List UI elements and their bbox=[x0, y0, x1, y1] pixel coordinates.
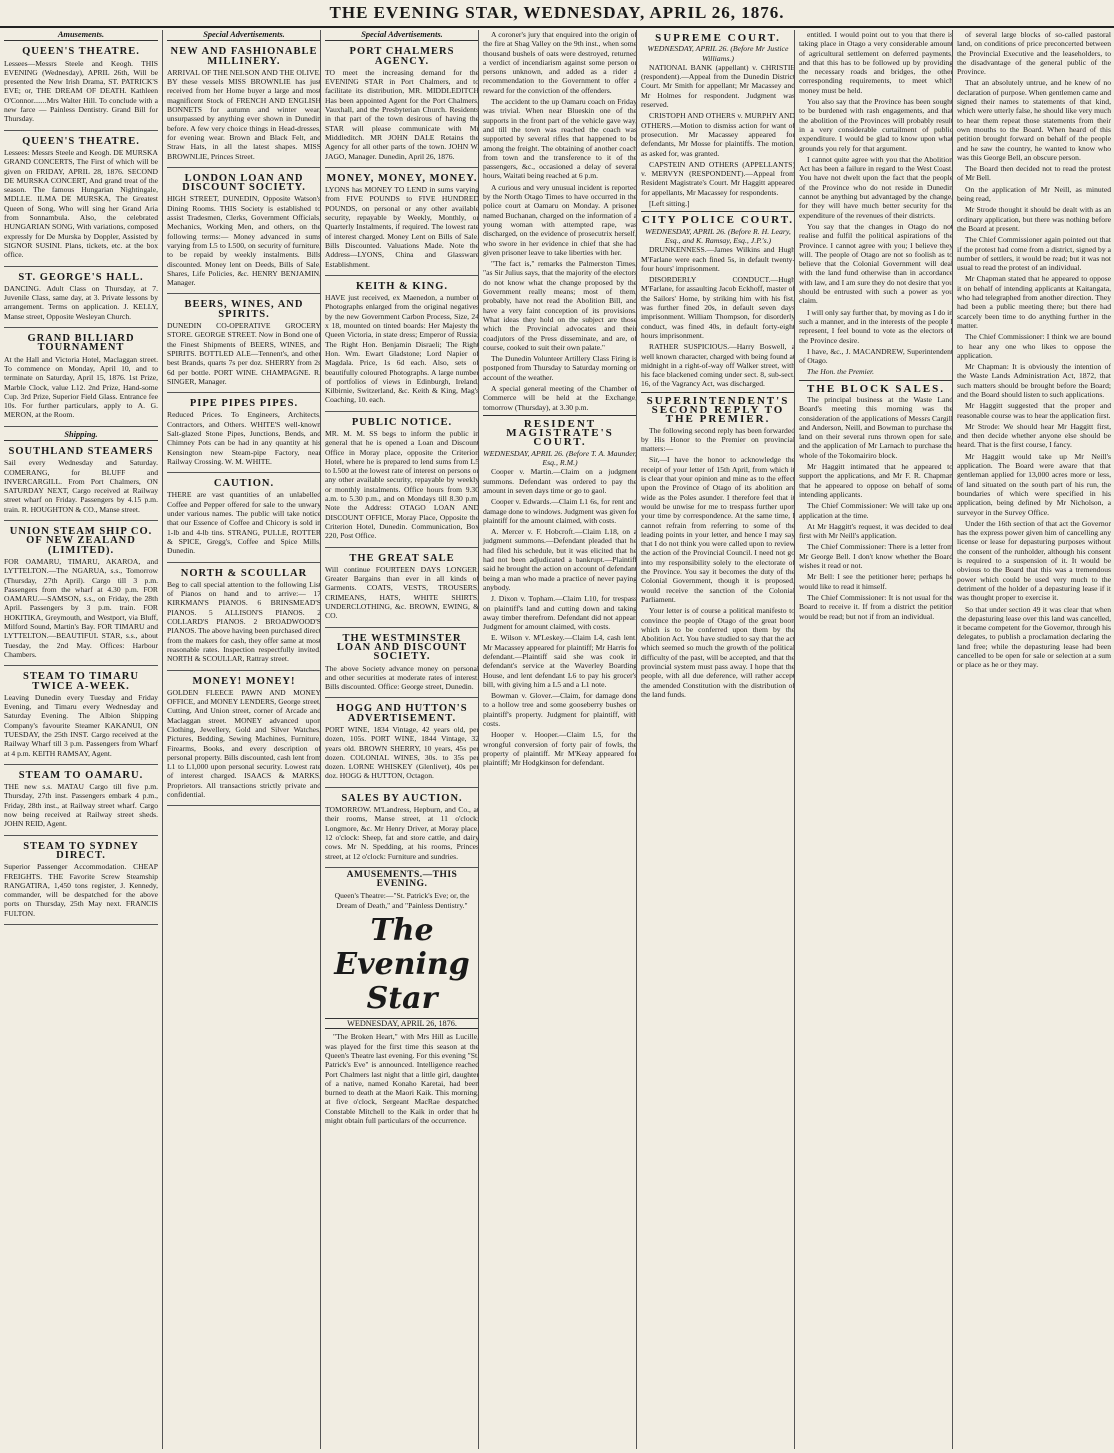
advertisement bbox=[167, 674, 321, 807]
advertisement bbox=[325, 791, 479, 868]
column-special-ads-2 bbox=[320, 30, 479, 1449]
ad-body: GOLDEN FLEECE PAWN AND MONEY OFFICE, and MONEY LENDERS, George street, Cutting, And Union street, corner of Arcade and Maclaggan street. MONEY advanced upon Clothing, Jewellery, Gold and Silver Watches, Pictures, Bedding, Sewing Machines, Furniture, Firearms, Books, and every description of personal property. Bills discounted, cash lent from L1 to L1,000 upon personal security. Lowest rate of interest charged. ISAACS & MARKS, Proprietors. All transactions strictly private and confidential. bbox=[167, 687, 321, 800]
ad-heading: PIPE PIPES PIPES. bbox=[189, 398, 299, 410]
ad-body: The above Society advance money on personal and other securities at moderate rates of interest. Bills discounted. Office: George street, Dunedin. bbox=[325, 663, 479, 692]
ad-body: DANCING. Adult Class on Thursday, at 7. Juvenile Class, same day, at 3. Private lessons by arrangement. Terms on application. J. KELLY, Manse street, Opposite Wesleyan Church. bbox=[4, 283, 158, 321]
ad-body: THE new s.s. MATAU Cargo till five p.m. Thursday, 27th inst. Passengers embark 4 p.m., Friday, 28th inst., at Railway street wharf. Cargo now being received at Railway street sheds. JOHN REID, Agent. bbox=[4, 782, 158, 829]
shipping-header: Shipping. bbox=[4, 430, 158, 441]
newspaper-banner: The Evening Star bbox=[334, 913, 470, 1017]
advertisement bbox=[167, 396, 321, 473]
ad-heading: THE WESTMINSTER LOAN AND DISCOUNT SOCIETY. bbox=[336, 632, 468, 663]
ad-body: Beg to call special attention to the following List of Pianos on hand and to arrive:— 17 KIRKMAN'S PIANOS. 6 BRINSMEAD'S PIANOS. 5 ALLISON'S PIANOS. 2 COLLARD'S PIANOS. 2 BROADWOOD'S PIANOS. The above having been purchased direct from the makers for cash, they offer same at most reasonable rates. Inspection respectfully invited. NORTH & SCOULLAR, Rattray street. bbox=[167, 579, 321, 664]
ad-list bbox=[4, 44, 158, 426]
paragraph: The Chief Commissioner: I think we are bound to hear any one who likes to oppose the application. bbox=[957, 332, 1111, 360]
police-court-heading: CITY POLICE COURT. bbox=[641, 214, 795, 227]
paragraph: The accident to the up Oamaru coach on Friday was trivial. When near Blueskin one of the supports in the front part of the vehicle gave way, and till the town was reached the coach was supported by several rifles that happened to be among the freight. The obtaining of another coach from town and the transference to it of the passengers, &c., occasioned a delay of several hours, Waitati being reached at 6 p.m. bbox=[483, 97, 637, 181]
ad-heading: PORT CHALMERS AGENCY. bbox=[349, 46, 455, 67]
amusements-heading: AMUSEMENTS.—THIS EVENING. bbox=[346, 869, 458, 890]
advertisement bbox=[325, 279, 479, 412]
paragraph: A. Mercer v. F. Hobcroft.—Claim L18, on a judgment summons.—Defendant pleaded that he had filed his schedule, but it was elicited that he had not been adjudicated a bankrupt.—Plaintiff said he brought the action on account of defendant being a man who made a practice of never paying anybody. bbox=[483, 527, 637, 592]
ad-heading: MONEY! MONEY! bbox=[192, 675, 296, 687]
advertisement bbox=[4, 839, 158, 925]
paragraph: The Chief Commissioner again pointed out that if the protest had come from a district, signed by a number of settlers, it would be read; but it was not usual to read the protest of an individual. bbox=[957, 235, 1111, 273]
paragraph: RATHER SUSPICIOUS.—Harry Boswell, a well known character, charged with being found at midnight in a right-of-way off Walker street, with his face blackened coming under sect. 8, sub-sect. 16, of the Vagrancy Act, was discharged. bbox=[641, 342, 795, 389]
ad-body: Will continue FOURTEEN DAYS LONGER. Greater Bargains than ever in all kinds of Garments. COATS, VESTS, TROUSERS, CRIMEANS, HATS, WHITE SHIRTS, UNDERCLOTHING, &c. BROWN, EWING, & CO. bbox=[325, 564, 479, 621]
advertisement bbox=[4, 331, 158, 427]
column-header: Special Advertisements. bbox=[167, 30, 321, 41]
ad-body: TO meet the increasing demand for the EVENING STAR in Port Chalmers, and to facilitate its distribution, MR. MIDDLEDITCH Has been appointed Agent for the Port Chalmers, Vauxhall, and the Presbyterian Church. Residents in that part of the town desirous of having the STAR will please communicate with Mr Middleditch. MR JOHN DALE Retains the Agency for all other parts of the town. JOHN W. JAGO, Manager. Dunedin, April 26, 1876. bbox=[325, 67, 479, 161]
block-sales-continued bbox=[957, 30, 1111, 670]
column-news bbox=[478, 30, 637, 1449]
supreme-court-heading: SUPREME COURT. bbox=[655, 32, 781, 44]
ad-body: Superior Passenger Accommodation. CHEAP FREIGHTS. THE Favorite Screw Steamship RANGATIRA, 1,450 tons register, J. Kennedy, commander, will be despatched for the above ports on Thursday, 25th May next. FRANCIS FULTON. bbox=[4, 862, 158, 918]
ad-heading: ST. GEORGE'S HALL. bbox=[18, 271, 144, 283]
signoff: The Hon. the Premier. bbox=[807, 367, 874, 377]
ad-heading: SALES BY AUCTION. bbox=[341, 792, 463, 804]
advertisement bbox=[4, 444, 158, 521]
ad-heading: UNION STEAM SHIP CO. OF NEW ZEALAND (LIMITED). bbox=[9, 526, 153, 556]
paragraph: The Chief Commissioner: It is not usual for the Board to receive it. If from a district the petition would be read; but not if from an individual. bbox=[799, 592, 953, 621]
court-heading: RESIDENT MAGISTRATE'S COURT. bbox=[506, 417, 614, 449]
ad-body: DUNEDIN CO-OPERATIVE GROCERY STORE. GEORGE STREET. Now in Bond one of the Finest Shipments of BEERS, WINES, and SPIRITS. BOTTLED ALE—Tennent's, and other best Brands, quarts 7s per doz. SHERRY from 2s 6d per bottle. PORT WINE. CHAMPAGNE. R. SINGER, Manager. bbox=[167, 321, 321, 386]
ad-heading: SOUTHLAND STEAMERS bbox=[8, 445, 154, 457]
masthead-title: THE EVENING STAR, WEDNESDAY, APRIL 26, 1876. bbox=[329, 3, 785, 22]
paragraph: CAPSTEIN AND OTHERS (APPELLANTS) v. MERVYN (RESPONDENT).—Appeal from Resident Magistrate's Court. Mr Haggitt appeared for appellants, Mr Macassey for respondents. bbox=[641, 159, 795, 197]
ad-body: TOMORROW. M'Landress, Hepburn, and Co., at their rooms, Manse street, at 11 o'clock: Longmore, &c. Mr Henry Driver, at Moray place, 12 o'clock: Sheep, fat and store cattle, and dairy cows. Mr N. Spedding, at his rooms, Princes street, at 12 o'clock: Furniture and sundries. bbox=[325, 805, 479, 861]
paragraph: of several large blocks of so-called pastoral land, on conditions of price preconcerted between the Provincial Executive and the leaseholders, to the disadvantage of the general public of the Province. bbox=[957, 30, 1111, 77]
paragraph: [Left sitting.] bbox=[649, 199, 690, 209]
ad-body: Lessees: Messrs Steele and Keogh. DE MURSKA GRAND CONCERTS, The First of which will be given on FRIDAY, APRIL 28, 1876. SECOND DE MURSKA CONCERT, And grand treat of the season. The famous Hungarian Nightingale, MDLLE. ILMA DE MURSKA, The Greatest Queen of Song, Who will sing her Grand Aria from Sonnambula. Also, the celebrated HUNGARIAN SONG, With variations, composed expressly for De Murska by Doppler, Assisted by SIGNOR SUSINI. Plans, tickets, etc. at the box office. bbox=[4, 147, 158, 260]
paragraph: That an absolutely untrue, and he knew of no declaration of purpose. When gentlemen came and signed their names to statements of that kind, which were utterly false, he should like very much to hear them repeat those statements from their own mouths to the Board. When heard of this petition brought forward on behalf of the people and he saw the country, he wanted to know who was this George Bell, an obscure person. bbox=[957, 78, 1111, 162]
block-sales-list bbox=[799, 395, 953, 621]
ad-body: HIGH STREET, DUNEDIN, Opposite Watson's Dining Rooms. THIS Society is established to assist Tradesmen, Clerks, Government Officials, Mechanics, Working Men, and others, on the following terms:— Money advanced in sums varying from L5 to L500, on security of furniture, to be repaid by weekly instalments. Bills discounted. Money lent on Deeds, Bills of Sale, Shares, Life Policies, &c. HENRY BENJAMIN, Manager. bbox=[167, 194, 321, 288]
paragraph: At Mr Haggitt's request, it was decided to deal first with Mr Neill's application. bbox=[799, 521, 953, 541]
column-courts bbox=[636, 30, 795, 1449]
paragraph: Under the 16th section of that act the Governor has the express power given him of cancelling any license or lease for depasturing purposes without the consent of the runholder, although his consent is required to a suspension of it. It would be obvious to the Board that this was a tremendous power which could be used very much to the detriment of the holder of a depasturing lease if it was thought proper to exercise it. bbox=[957, 518, 1111, 603]
paragraph: Mr Strode thought it should be dealt with as an ordinary application, but there was nothing before the Board at present. bbox=[957, 205, 1111, 233]
shipping-list bbox=[4, 444, 158, 925]
masthead bbox=[0, 0, 1114, 28]
ad-heading: THE GREAT SALE bbox=[349, 552, 455, 564]
ad-list bbox=[325, 44, 479, 868]
supreme-court-subheading: WEDNESDAY, APRIL 26. (Before Mr Justice Williams.) bbox=[647, 44, 789, 63]
paragraph: I have, &c., J. MACANDREW, Superintendent of Otago. bbox=[799, 346, 953, 366]
paragraph: E. Wilson v. M'Leskey.—Claim L4, cash lent. Mr Macassey appeared for plaintiff; Mr Harris for defendant.—Plaintiff said she was cook in defendant's service at the Waverley Boarding House, and lent defendant L6 to pay his grocer's bill, with giving him a L5 and a L1 note. bbox=[483, 633, 637, 689]
ad-heading: NEW AND FASHIONABLE MILLINERY. bbox=[170, 46, 318, 67]
letter-list bbox=[799, 30, 953, 365]
paragraph: The following second reply has been forwarded by His Honor to the Premier on provincial matters:— bbox=[641, 425, 795, 454]
paragraph: Mr Haggitt suggested that the proper and reasonable course was to hear the application first. bbox=[957, 401, 1111, 420]
paragraph: Mr Chapman stated that he appeared to oppose it on behalf of intending applicants at Kaitangata, who had telegraphed from another direction. They had been a public meeting there; but there had scarcely been time to do anything further in the matter. bbox=[957, 274, 1111, 330]
block-sales-heading: THE BLOCK SALES. bbox=[806, 382, 946, 395]
advertisement bbox=[325, 631, 479, 699]
ad-list bbox=[167, 44, 321, 806]
ad-heading: STEAM TO OAMARU. bbox=[18, 769, 144, 781]
dateline: WEDNESDAY, APRIL 26, 1876. bbox=[325, 1018, 479, 1029]
advertisement bbox=[167, 297, 321, 393]
ad-body: HAVE just received, ex Maenedon, a number of Photographs enlarged from the original negatives by the new Government Carbon Process, Size, 24 x 18, mounted on tinted boards: Her Majesty the Queen Victoria, in state dress; Emperor of Russia; The Right Hon. Benjamin Disraeli; The Right Hon. Wm. Ewart Gladstone; Lord Napier of Magdala. Price, 1s 6d each. Also, sets of beautifully coloured Photographs. A large number of portfolios of views in Edinburgh, Ireland, Kilbirnie, Switzerland, &c. Keith & King, Mag's Coaching, 10. each. bbox=[325, 293, 479, 405]
paragraph: DISORDERLY CONDUCT.—Hugh M'Farlane, for assaulting Jacob Eckhoff, master of the Sailors' Home, by striking him with his fist, was further fined 20s, in default seven days imprisonment. William Thompson, for disorderly conduct, was fined 40s, in default forty-eight hours imprisonment. bbox=[641, 275, 795, 340]
advertisement bbox=[4, 524, 158, 666]
superintendent-heading: SUPERINTENDENT'S SECOND REPLY TO THE PREMIER. bbox=[646, 394, 790, 426]
ad-body: THERE are vast quantities of an unlabelled Coffee and Pepper offered for sale to the unwary under various names. The public will take notice that our Essence of Coffee and Chicory is sold in 1-lb and 4-lb tins. STRANG, PULLE, ROTTER & SPICE, Gregg's, Coffee and Spice Mills, Dunedin. bbox=[167, 490, 321, 556]
paragraph: CRISTOPH AND OTHERS v. MURPHY AND OTHERS.—Motion to dismiss action for want of prosecution. Mr Macassey appeared for defendants, Mr Mosse for plaintiffs. The motion, as asked for, was granted. bbox=[641, 111, 795, 158]
paragraph: "The fact is," remarks the Palmerston Times, "as Sir Julius says, that the majority of the electors do not know what the change proposed by the Government really means; most of them, probably, have not read the Abolition Bill, and have a very faint conception of its provisions. What ideas they hold on the subject are those which the Provincial advocates and their coadjutors of the Press disseminate, and are, of course, cooked to suit their own palate." bbox=[483, 259, 637, 352]
advertisement bbox=[167, 171, 321, 295]
ad-body: FOR OAMARU, TIMARU, AKAROA, and LYTTELTON.—The NGARUA, s.s., Tomorrow (Thursday, 27th April). Cargo till 3 p.m. Passengers from the wharf at 4.30 p.m. FOR OAMARU.—SAMSON, s.s., on Friday, the 28th April. Passengers by 3 p.m. train. FOR HOKITIKA, Greymouth, and Westport, via Bluff, Milford Sound, Martin's Bay. FOR TIMARU and LYTTELTON.—BEAUTIFUL STAR, s.s., about Tuesday, the 2nd May. Offices: Harbour Chambers. bbox=[4, 556, 158, 659]
advertisement bbox=[167, 476, 321, 562]
ad-heading: QUEEN'S THEATRE. bbox=[22, 46, 140, 58]
paragraph: I will only say further that, by moving as I do in such a manner, and in the interests of the people I represent, I feel bound to vote as the electors of the Province desire. bbox=[799, 307, 953, 345]
paragraph: Sir,—I have the honor to acknowledge the receipt of your letter of 15th April, from which it is clear that your opinion and mine as to the effect upon the Province of Otago of its abolition are wide as the Poles asunder. I therefore feel that it would be unwise for me to trespass further upon your time by correspondence. At the same time, I cannot refrain from referring to some of the leading points in your letter, and hence I may say that I do not think you were called upon to review the action of the Provincial Council. I need not go into my responsibility solely to the electorate of the Province. You say it becomes the duty of the Colonial Government, though it is proposed, would receive the sanction of the Colonial Parliament. bbox=[641, 455, 795, 604]
paragraph: So that under section 49 it was clear that when the depasturing lease over this land was cancelled, it became competent for the Governor, through his delegates, to publish a proclamation declaring the land free; while the depasturing lease had been cancelled to be open for sale or selection at a sum or place as he or they may. bbox=[957, 604, 1111, 670]
paragraph: The Chief Commissioner: There is a letter from Mr George Bell. I don't know whether the Board wishes it read or not. bbox=[799, 542, 953, 571]
ad-body: At the Hall and Victoria Hotel, Maclaggan street. To commence on Monday, April 10, and to terminate on Saturday, April 15, 1876. 1st Prize, Marble Clock, value L12. 2nd Prize, Hand-some Cup. 3rd Prize, Superior Field Glass. Entrance fee 10s. For further particulars, apply to A. G. MERON, at the Room. bbox=[4, 354, 158, 420]
divider bbox=[641, 392, 795, 393]
column-letter-block-sales bbox=[794, 30, 953, 1449]
paragraph: Your letter is of course a political manifesto to convince the people of Otago of the great boon which is to be conferred upon them by the Abolition Act. You have studied to say that the act which seemed so much the growth of the political difficulty of the past, will be accepted, and that the provincial system must pass away. I hope that the people, with all due deference, will rather accept the amended Constitution with the distribution of the land funds. bbox=[641, 606, 795, 699]
ad-body: LYONS has MONEY TO LEND in sums varying from FIVE POUNDS to FIVE HUNDRED POUNDS, on personal or any other available security, repayable by Weekly, Monthly, or Quarterly Instalments, if required. The lowest rate of interest charged. Money Lent on Bills of Sale. Bills Discounted. Valuations Made. Note the Address—LYONS, China and Glassware Establishment. bbox=[325, 185, 479, 269]
paragraph: The Chief Commissioner: We will take up one application at the time. bbox=[799, 501, 953, 520]
ad-heading: KEITH & KING. bbox=[355, 280, 449, 292]
paragraph: Mr Haggitt intimated that he appeared to support the applications, and Mr F. R. Chapman that he appeared to oppose on behalf of some intending applicants. bbox=[799, 462, 953, 499]
ad-heading: CAUTION. bbox=[213, 478, 275, 490]
paragraph: Mr Chapman: It is obviously the intention of the Waste Lands Administration Act, 1872, that such matters should be brought before the Board; and the Board should listen to such applications. bbox=[957, 362, 1111, 399]
paragraph: On the application of Mr Neill, as minuted being read, bbox=[957, 184, 1111, 204]
police-court-list bbox=[641, 245, 795, 388]
ad-heading: BEERS, WINES, AND SPIRITS. bbox=[184, 299, 304, 320]
advertisement bbox=[167, 566, 321, 671]
ad-heading: STEAM TO SYDNEY DIRECT. bbox=[23, 840, 139, 861]
column-header: Special Advertisements. bbox=[325, 30, 479, 41]
paragraph: You also say that the Province has been sought to be burdened with rash engagements, and that the abolition of the Provinces will probably result in a very considerable curtailment of public expenditure. I would be glad to know upon what grounds you rely for that argument. bbox=[799, 97, 953, 153]
police-court-subheading: WEDNESDAY, APRIL 26. (Before R. H. Leary, Esq., and K. Ramsay, Esq., J.P.'s.) bbox=[645, 226, 791, 245]
paragraph: J. Dixon v. Topham.—Claim L10, for trespass on plaintiff's land and cutting down and taking away timber therefrom. Defendant did not appear. Judgment for amount claimed, with costs. bbox=[483, 594, 637, 632]
paragraph: Cooper v. Edwards.—Claim L1 6s, for rent and damage done to windows. Judgment was given for plaintiff for the amount claimed, with costs. bbox=[483, 497, 637, 525]
ad-heading: LONDON LOAN AND DISCOUNT SOCIETY. bbox=[182, 172, 306, 194]
court-subheading: WEDNESDAY, APRIL 26. (Before T. A. Maunder, Esq., R.M.) bbox=[483, 448, 637, 468]
column-grid bbox=[4, 30, 1110, 1449]
ad-heading: PUBLIC NOTICE. bbox=[351, 416, 453, 428]
ad-heading: QUEEN'S THEATRE. bbox=[22, 135, 140, 147]
ad-body: Leaving Dunedin every Tuesday and Friday Evening, and Timaru every Wednesday and Saturday Evening. The Albion Shipping Company's favourite Steamer KAKANUI, ON TUESDAY, the 25th INST. Cargo received at the Railway Wharf till 3 p.m. Passengers from Wharf at 4 p.m. KEITH RAMSAY, Agent. bbox=[4, 692, 158, 758]
paragraph: A curious and very unusual incident is reported by the North Otago Times to have occurred in the police court at Oamaru on Monday. A prisoner named Buchanan, charged on the information of a young woman with attempted rape, was discharged, on the evidence of prosecutrix herself, who swore in her evidence in chief that she had given prisoner leave to take liberties with her. bbox=[483, 182, 637, 257]
paragraph: Bowman v. Glover.—Claim, for damage done to a hollow tree and some gooseberry bushes on plaintiff's property. Judgment for plaintiff, with costs. bbox=[483, 691, 637, 729]
divider bbox=[799, 380, 953, 381]
divider bbox=[641, 211, 795, 212]
ad-heading: STEAM TO TIMARU TWICE A-WEEK. bbox=[23, 671, 139, 692]
leader-text: "The Broken Heart," with Mrs Hill as Lucille, was played for the first time this season at the Queen's Theatre last evening. For this evening "St. Patrick's Eve" is announced. Intelligence reached Port Chalmers last night that a little girl, daughter of a native, named Konaho Karetai, had been burned to death at the Maori Kaik. This morning, at five o'clock, Sergeant MacRae despatched Constable Mitchell to the Kaik in order that he might obtain full particulars of the occurrence. bbox=[325, 1032, 479, 1126]
advertisement bbox=[4, 270, 158, 328]
ad-body: PORT WINE, 1834 Vintage, 42 years old, per dozen, 105s. PORT WINE, 1844 Vintage, 32 years old. BROWN SHERRY, 10 years, 45s per dozen. COLONIAL WINES, 30s. to 35s per dozen. LORNE WHISKEY (Glenlivet), 40s per doz. HOGG & HUTTON, Octagon. bbox=[325, 725, 479, 781]
ad-body: Reduced Prices. To Engineers, Architects, Contractors, and Others. WHITE'S well-known Salt-glazed Stone Pipes, Junctions, Bends, and Chimney Pots can be had in any quantity at his Kensington new Steam-pipe Factory, near Railway Crossing. W. M. WHITE. bbox=[167, 410, 321, 466]
paragraph: Hooper v. Hooper.—Claim L5, for the wrongful conversion of forty pair of fowls, the property of plaintiff. Mr M'Keay appeared for plaintiff; Mr Hodgkinson for defendant. bbox=[483, 730, 637, 768]
advertisement bbox=[325, 415, 479, 548]
paragraph: I cannot quite agree with you that the Abolition Act has been a failure in regard to the West Coast. You have not dwelt upon the fact that the people of the Province who do not reside in Dunedin cannot be anything but advantaged by the change, for they will have much better security for the expenditure of the revenues of their districts. bbox=[799, 154, 953, 220]
paragraph: A special general meeting of the Chamber of Commerce will be held at the Exchange, tomorrow (Thursday), at 3.30 p.m. bbox=[483, 383, 637, 412]
amusements-text: Queen's Theatre:—"St. Patrick's Eve; or, the Dream of Death," and "Painless Dentistry." bbox=[334, 891, 470, 910]
paragraph: Mr Strode: We should hear Mr Haggitt first, and then decide whether anyone else should be heard. That is the first course, I fancy. bbox=[957, 421, 1111, 450]
paragraph: A coroner's jury that enquired into the origin of the fire at Shag Valley on the 9th inst., when some thousand bushels of oats were destroyed, returned a verdict of incendiarism against some person or persons unknown, and added as a rider a recommendation to the Government to offer a reward for the conviction of the offenders. bbox=[483, 30, 637, 95]
advertisement bbox=[4, 669, 158, 765]
paragraph: You say that the changes in Otago do not realise and fulfil the political aspirations of the Province. I cannot agree with you; I believe they will. The people of Otago are not so foolish as to believe that the Colonial Government will deal with the land fund otherwise than in accordance with law, and I am sure they do not desire that you should be entrusted with such a power as you claim. bbox=[799, 221, 953, 306]
ad-heading: GRAND BILLIARD TOURNAMENT bbox=[27, 333, 135, 354]
ad-body: Lessees—Messrs Steele and Keogh. THIS EVENING (Wednesday), APRIL 26th, Will be presented the New Irish Drama, ST. PATRICK'S EVE; or, THE DREAM OF DEATH. Kathleen O'Connor.......Mrs Walter Hill. To conclude with a new farce — Painless Dentistry. Grand Bill for Thursday. bbox=[4, 58, 158, 124]
advertisement bbox=[167, 44, 321, 168]
supreme-court-list bbox=[641, 63, 795, 208]
ad-body: Sail every Wednesday and Saturday. COMERANG, for BLUFF and INVERCARGILL. From Port Chalmers, ON SATURDAY NEXT, Cargo received at Railway street wharf on Friday. Passengers by 4.15 p.m. train. R. HOUGHTON & CO., Manse street. bbox=[4, 458, 158, 514]
paragraph: DRUNKENNESS.—James Wilkins and Hugh M'Farlane were each fined 5s, in default twenty-four hours' imprisonment. bbox=[641, 245, 795, 273]
advertisement bbox=[4, 134, 158, 267]
advertisement bbox=[325, 551, 479, 628]
column-header: Amusements. bbox=[4, 30, 158, 41]
paragraph: Mr Haggitt would take up Mr Neill's application. The Board were aware that that gentleman applied for 13,000 acres more or less, of land situated on the south part of his run, the boundaries of which were specified in his application, being defined by Mr Nicholson, a surveyor in the Survey Office. bbox=[957, 451, 1111, 517]
column-block-sales-cont bbox=[952, 30, 1111, 1449]
advertisement bbox=[4, 768, 158, 836]
paragraph: entitled. I would point out to you that there is taking place in Otago a very considerable amount of agricultural settlement on deferred payments, and that this has to be followed up by providing the necessary roads and bridges, the other corresponding requirements, to meet which money must be held. bbox=[799, 30, 953, 95]
column-amusements bbox=[4, 30, 158, 1449]
court-list bbox=[483, 467, 637, 767]
advertisement bbox=[325, 171, 479, 276]
paragraph: The Board then decided not to read the protest of Mr Bell. bbox=[957, 164, 1111, 183]
advertisement bbox=[325, 44, 479, 168]
superintendent-list bbox=[641, 426, 795, 700]
column-special-ads-1 bbox=[162, 30, 321, 1449]
news-list bbox=[483, 30, 637, 412]
ad-body: ARRIVAL OF THE NELSON AND THE OLIVE. BY these vessels MISS BROWNLIE has just received from her Home buyer a large and most magnificent Stock of FRENCH AND ENGLISH BONNETS for autumn and winter wear, unsurpassed by anything ever shown in Dunedin before. A few very choice things in Head-dresses, for evening wear. Brown and Black Felt, and Straw Hats, in all the latest shapes. MISS BROWNLIE, Princes Street. bbox=[167, 67, 321, 161]
ad-heading: HOGG AND HUTTON'S ADVERTISEMENT. bbox=[336, 703, 468, 724]
paragraph: Cooper v. Martin.—Claim on a judgment summons. Defendant was ordered to pay the amount in seven days time or go to gaol. bbox=[483, 467, 637, 495]
paragraph: Mr Bell: I see the petitioner here; perhaps he would like to read it himself. bbox=[799, 572, 953, 591]
paragraph: The Dunedin Volunteer Artillery Class Firing is postponed from Thursday to Saturday morning on account of the weather. bbox=[483, 354, 637, 382]
ad-heading: NORTH & SCOULLAR bbox=[180, 567, 308, 579]
divider bbox=[483, 415, 637, 416]
advertisement bbox=[4, 44, 158, 130]
paragraph: NATIONAL BANK (appellant) v. CHRISTIE (respondent).—Appeal from the Dunedin District Court. Mr Smith for appellant; Mr Macassey and Mr Holmes for respondent. Judgment was reserved. bbox=[641, 62, 795, 110]
ad-heading: MONEY, MONEY, MONEY. bbox=[326, 172, 478, 184]
paragraph: The principal business at the Waste Land Board's meeting this morning was the consideration of the applications of Messrs Cargill and Anderson, Neill, and Bowman to purchase the land on their several runs thrown open for sale, and the application of Mr Larnach to purchase the whole of the Tokomairiro block. bbox=[799, 394, 953, 460]
ad-body: MR. M. M. SS begs to inform the public in general that he is opened a Loan and Discount Office in Moray place, opposite the Criterion Hotel, where he is prepared to lend sums from L5 to L500 at the lowest rate of interest on persons or any other available security, repayable by weekly or monthly instalments. Office hours from 9.30 a.m. to 5.30 p.m., and on Mondays till 8.30 p.m. Note the Address: OTAGO LOAN AND DISCOUNT OFFICE, Moray Place, Opposite the Criterion Hotel, Dunedin. Communication, Box 220, Post Office. bbox=[325, 428, 479, 541]
advertisement bbox=[325, 701, 479, 787]
